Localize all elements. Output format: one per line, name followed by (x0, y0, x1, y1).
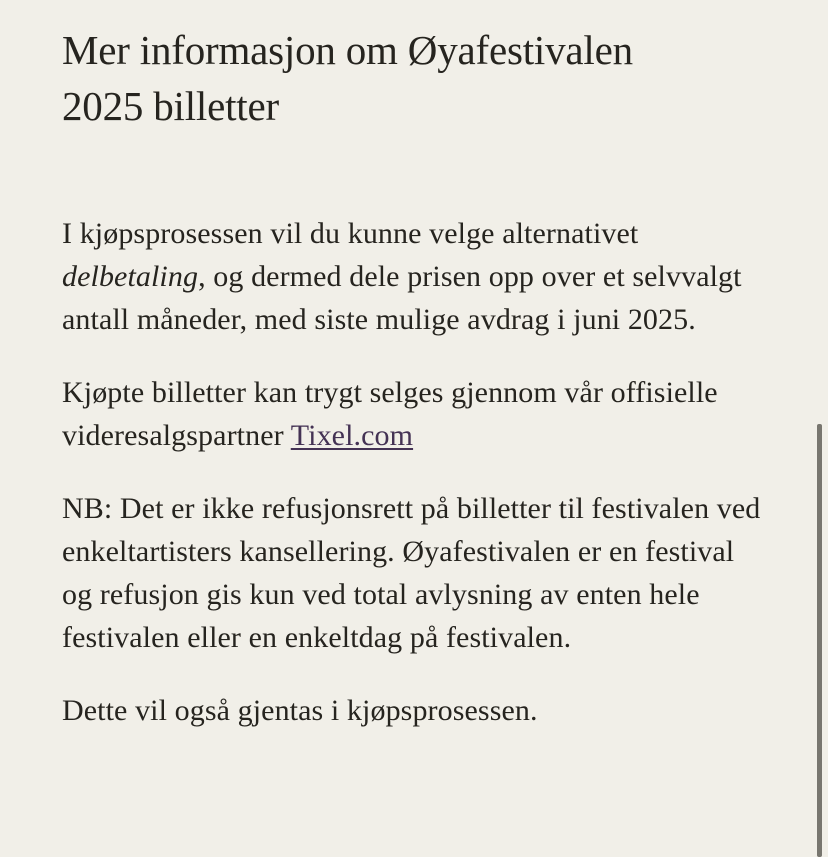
resale-partner-link[interactable]: Tixel.com (290, 419, 414, 452)
article-body (62, 134, 766, 732)
paragraph-text: NB: Det er ikke refusjonsrett på billetter til festivalen ved enkeltartisters kansellering. Øyafestivalen er en festival og refusjon gis kun ved total avlysning av enten hele festivalen eller en enkeltdag på festivalen. (62, 492, 761, 654)
paragraph-text: Dette vil også gjentas i kjøpsprosessen. (62, 694, 538, 727)
scrollbar-track[interactable] (816, 0, 822, 857)
scrollbar-thumb[interactable] (817, 424, 822, 857)
paragraph-installments (62, 212, 766, 341)
paragraph-repeat-notice (62, 689, 766, 732)
emphasised-term: delbetaling (62, 260, 199, 293)
paragraph-text: Kjøpte billetter kan trygt selges gjennom vår offisielle videresalgspartner (62, 376, 718, 452)
paragraph-refund-notice (62, 487, 766, 659)
paragraph-text: I kjøpsprosessen vil du kunne velge alternativet (62, 217, 639, 250)
page-title: Mer informasjon om Øyafestivalen 2025 billetter (62, 27, 633, 129)
paragraph-resale (62, 371, 766, 457)
paragraph-text: , og dermed dele prisen opp over et selvvalgt antall måneder, med siste mulige avdrag i juni 2025. (62, 260, 742, 336)
